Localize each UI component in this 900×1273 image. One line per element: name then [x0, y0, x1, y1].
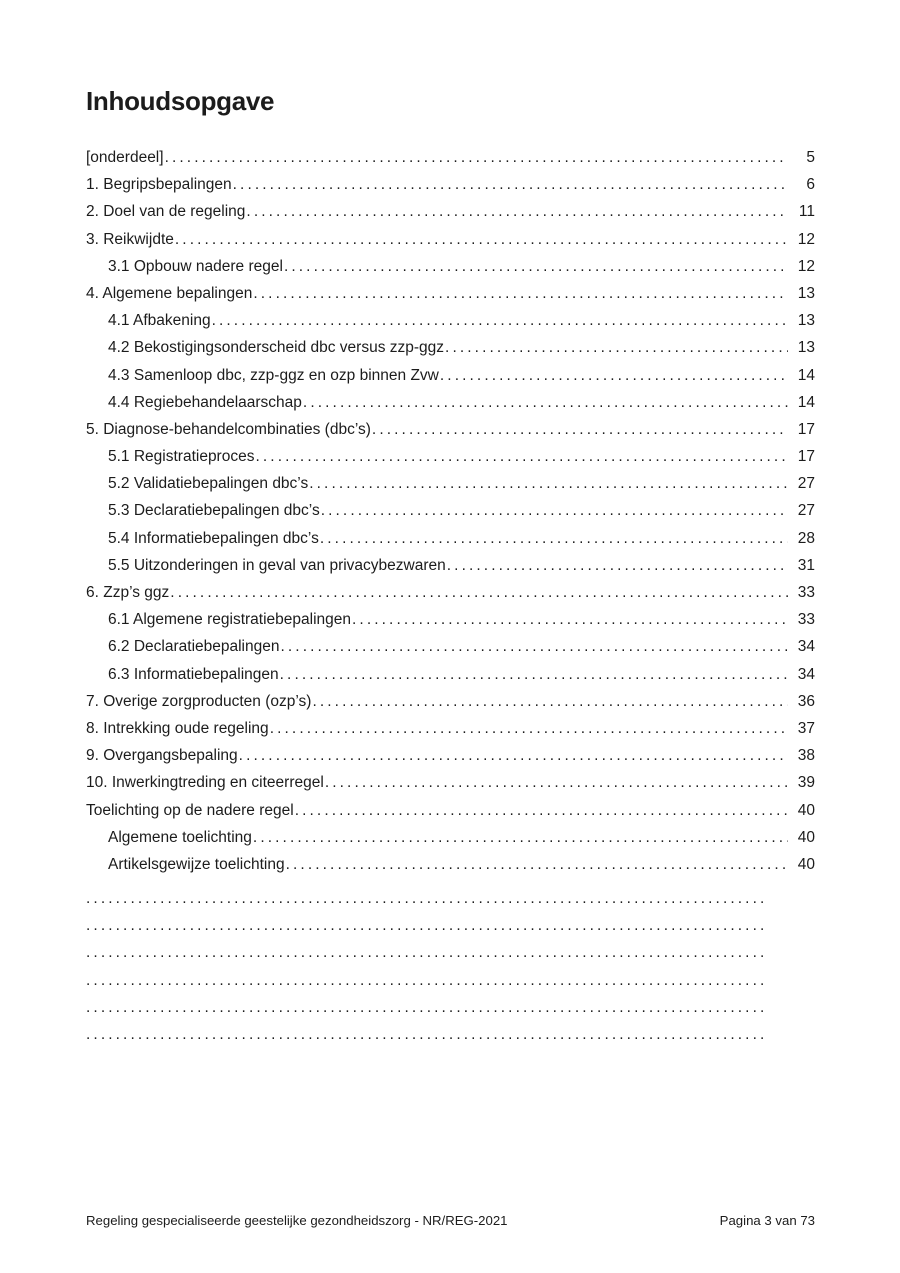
toc-entry[interactable]: [86, 389, 815, 416]
leader-dots: [86, 912, 763, 939]
toc-leader-dots: [295, 797, 788, 824]
empty-dotted-row: [86, 994, 763, 1021]
toc-entry[interactable]: [86, 769, 815, 796]
toc-entry-label: 4. Algemene bepalingen: [86, 284, 253, 302]
toc-entry-label: 6.3 Informatiebepalingen: [108, 665, 279, 683]
toc-entry[interactable]: [86, 797, 815, 824]
toc-entry[interactable]: [86, 171, 815, 198]
toc-entry-label: 4.4 Regiebehandelaarschap: [108, 393, 302, 411]
toc-leader-dots: [447, 552, 788, 579]
toc-entry-page-number: 27: [797, 475, 815, 493]
toc-leader-dots: [303, 389, 788, 416]
toc-entry-page-number: 6: [806, 176, 815, 194]
toc-entry-page-number: 14: [797, 366, 815, 384]
toc-entry[interactable]: [86, 688, 815, 715]
toc-entry-label: 6.2 Declaratiebepalingen: [108, 638, 280, 656]
page-footer: [86, 1213, 815, 1229]
toc-entry-label: Algemene toelichting: [108, 828, 252, 846]
toc-entry[interactable]: [86, 470, 815, 497]
toc-entry-label: 7. Overige zorgproducten (ozp’s): [86, 692, 312, 710]
toc-entry-label: 3. Reikwijdte: [86, 230, 174, 248]
toc-entry-page-number: 33: [797, 611, 815, 629]
toc-entry-page-number: 34: [797, 638, 815, 656]
toc-list: [86, 144, 815, 1048]
toc-entry-page-number: 5: [806, 149, 815, 166]
toc-entry-page-number: 31: [797, 556, 815, 574]
toc-entry[interactable]: [86, 824, 815, 851]
toc-entry-page-number: 40: [797, 801, 815, 819]
toc-leader-dots: [175, 226, 788, 253]
toc-entry-label: Toelichting op de nadere regel: [86, 801, 294, 819]
toc-entry[interactable]: [86, 579, 815, 606]
toc-entry[interactable]: [86, 633, 815, 660]
toc-leader-dots: [239, 742, 788, 769]
empty-dotted-row: [86, 1021, 763, 1048]
toc-entry-page-number: 13: [797, 339, 815, 357]
leader-dots: [86, 967, 763, 994]
toc-entry-page-number: 12: [797, 257, 815, 275]
toc-leader-dots: [312, 688, 788, 715]
toc-leader-dots: [445, 334, 788, 361]
toc-entry-page-number: 12: [797, 230, 815, 248]
toc-entry-page-number: 27: [797, 502, 815, 520]
page-title: Inhoudsopgave: [86, 86, 275, 116]
toc-entry[interactable]: [86, 715, 815, 742]
toc-entry-page-number: 13: [797, 312, 815, 330]
toc-entry-label: 5.2 Validatiebepalingen dbc’s: [108, 475, 309, 493]
toc-entry-label: [onderdeel]: [86, 149, 164, 166]
toc-entry[interactable]: [86, 416, 815, 443]
toc-entry[interactable]: [86, 362, 815, 389]
toc-leader-dots: [246, 198, 788, 225]
toc-entry[interactable]: [86, 742, 815, 769]
toc-entry-label: 4.3 Samenloop dbc, zzp-ggz en ozp binnen Zvw: [108, 366, 439, 384]
toc-entry-label: Artikelsgewijze toelichting: [108, 855, 285, 873]
toc-leader-dots: [270, 715, 788, 742]
toc-entry-page-number: 37: [797, 719, 815, 737]
footer-page-indicator: Pagina 3 van 73: [719, 1213, 815, 1228]
toc-entry-label: 5.3 Declaratiebepalingen dbc’s: [108, 502, 320, 520]
toc-entry-label: 6. Zzp’s ggz: [86, 584, 170, 601]
toc-entry[interactable]: [86, 253, 815, 280]
toc-leader-dots: [212, 307, 788, 334]
toc-entry-page-number: 17: [797, 420, 815, 438]
leader-dots: [86, 939, 763, 966]
toc-entry[interactable]: [86, 606, 815, 633]
toc-leader-dots: [165, 144, 788, 171]
toc-entry-page-number: 40: [797, 855, 815, 873]
toc-leader-dots: [286, 851, 788, 878]
toc-entry-page-number: 34: [797, 665, 815, 683]
leader-dots: [86, 1021, 763, 1048]
toc-entry[interactable]: [86, 198, 815, 225]
toc-entry[interactable]: [86, 226, 815, 253]
toc-entry-label: 4.2 Bekostigingsonderscheid dbc versus zzp-ggz: [108, 339, 445, 357]
toc-entry-label: 5.4 Informatiebepalingen dbc’s: [108, 529, 319, 547]
empty-dotted-row: [86, 912, 763, 939]
toc-leader-dots: [320, 525, 788, 552]
toc-leader-dots: [372, 416, 788, 443]
toc-entry[interactable]: [86, 552, 815, 579]
toc-leader-dots: [280, 633, 788, 660]
toc-leader-dots: [440, 362, 788, 389]
footer-document-title: Regeling gespecialiseerde geestelijke gezondheidszorg - NR/REG-2021: [86, 1213, 508, 1228]
empty-dotted-row: [86, 939, 763, 966]
toc-entry-page-number: 28: [797, 529, 815, 547]
toc-entry-page-number: 11: [798, 203, 815, 221]
toc-entry-page-number: 38: [797, 747, 815, 765]
toc-leader-dots: [253, 280, 788, 307]
toc-leader-dots: [233, 171, 788, 198]
toc-entry-page-number: 17: [797, 448, 815, 466]
toc-entry-label: 10. Inwerkingtreding en citeerregel: [86, 774, 324, 792]
toc-leader-dots: [309, 470, 788, 497]
toc-entry-page-number: 36: [797, 692, 815, 710]
toc-entry-label: 1. Begripsbepalingen: [86, 176, 232, 194]
toc-entry[interactable]: [86, 661, 815, 688]
empty-dotted-row: [86, 967, 763, 994]
toc-entry-label: 5.5 Uitzonderingen in geval van privacybezwaren: [108, 556, 446, 574]
toc-entry[interactable]: [86, 144, 815, 171]
toc-leader-dots: [170, 579, 788, 606]
toc-entry-page-number: 40: [797, 828, 815, 846]
toc-entry-label: 5.1 Registratieproces: [108, 448, 255, 466]
leader-dots: [86, 885, 763, 912]
toc-entry-label: 2. Doel van de regeling: [86, 203, 246, 221]
toc-leader-dots: [352, 606, 788, 633]
toc-entry-page-number: 14: [797, 393, 815, 411]
toc-entry-label: 9. Overgangsbepaling: [86, 747, 238, 765]
toc-entry[interactable]: [86, 280, 815, 307]
toc-entry-label: 8. Intrekking oude regeling: [86, 719, 269, 737]
toc-entry[interactable]: [86, 334, 815, 361]
toc-leader-dots: [280, 661, 788, 688]
toc-entry[interactable]: [86, 307, 815, 334]
toc-leader-dots: [321, 497, 788, 524]
toc-entry-label: 6.1 Algemene registratiebepalingen: [108, 611, 352, 629]
toc-entry-label: 4.1 Afbakening: [108, 312, 211, 330]
toc-entry-label: 3.1 Opbouw nadere regel: [108, 257, 283, 275]
toc-entry-page-number: 33: [797, 584, 815, 601]
toc-leader-dots: [284, 253, 788, 280]
leader-dots: [86, 994, 763, 1021]
toc-entry[interactable]: [86, 851, 815, 878]
toc-entry-label: 5. Diagnose-behandelcombinaties (dbc’s): [86, 420, 371, 438]
toc-entry[interactable]: [86, 443, 815, 470]
empty-dotted-row: [86, 885, 763, 912]
toc-leader-dots: [325, 769, 788, 796]
toc-entry-page-number: 13: [797, 284, 815, 302]
toc-entry[interactable]: [86, 497, 815, 524]
toc-entry[interactable]: [86, 525, 815, 552]
toc-entry-page-number: 39: [797, 774, 815, 792]
toc-leader-dots: [253, 824, 788, 851]
toc-leader-dots: [255, 443, 788, 470]
